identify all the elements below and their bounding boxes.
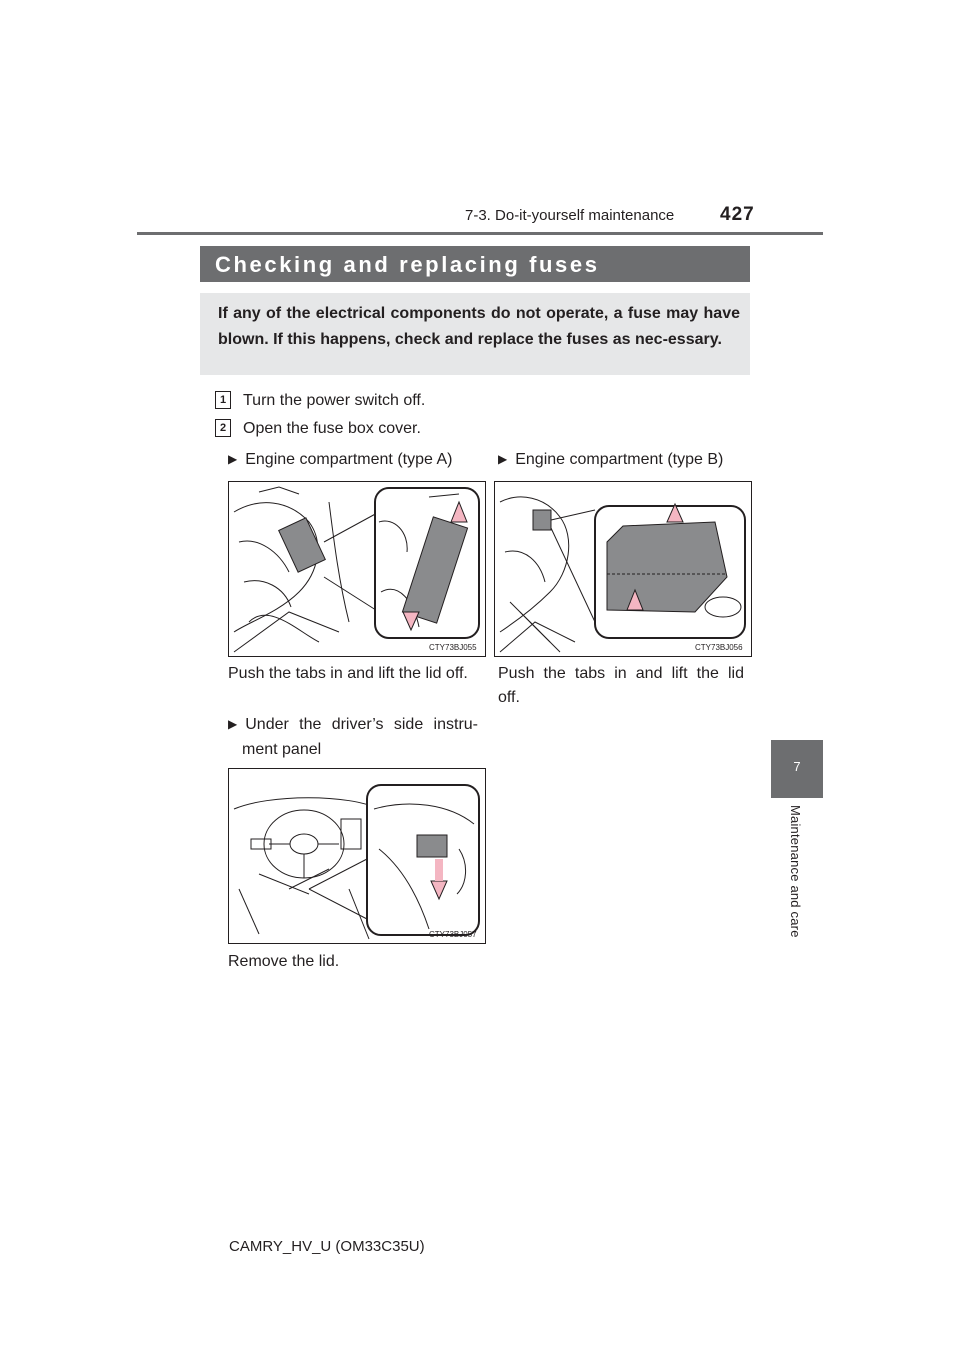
page-number: 427 [720,204,755,225]
figure-b-caption-line1: Push the tabs in and lift the lid [498,665,744,682]
figure-c-heading [228,712,478,762]
figure-c-code: CTY73BJ057 [429,930,477,939]
figure-a-illustration [228,481,486,657]
step-1-badge: 1 [215,391,231,409]
step-1-text: Turn the power switch off. [243,392,426,409]
figure-a-code: CTY73BJ055 [429,643,477,652]
engine-compartment-b-drawing [495,482,751,656]
intro-text: If any of the electrical components do not operate, a fuse may have blown. If this happens, check and replace the fuses as nec-essary. [218,305,740,348]
figure-a-heading-text: Engine compartment (type A) [245,451,453,468]
chapter-number: 7 [793,759,801,774]
step-2-badge: 2 [215,419,231,437]
figure-b-heading-text: Engine compartment (type B) [515,451,724,468]
section-header: 7-3. Do-it-yourself maintenance [465,207,675,224]
triangle-bullet-icon: ▶ [228,717,238,731]
document-footer: CAMRY_HV_U (OM33C35U) [229,1238,425,1255]
figure-c-heading-line1: Under the driver’s side instru- [245,716,478,733]
header-rule [137,232,823,235]
step-2-text: Open the fuse box cover. [243,420,421,437]
figure-b-code: CTY73BJ056 [695,643,743,652]
triangle-bullet-icon: ▶ [498,452,508,466]
chapter-label: Maintenance and care [788,805,803,938]
figure-b-caption [498,662,744,710]
page-title: Checking and replacing fuses [215,252,600,277]
figure-c-heading-line2: ment panel [242,741,322,758]
engine-compartment-a-drawing [229,482,485,656]
figure-b-caption-line2: off. [498,689,520,706]
figure-a-caption: Push the tabs in and lift the lid off. [228,665,468,682]
figure-c-illustration [228,768,486,944]
figure-b-illustration [494,481,752,657]
triangle-bullet-icon: ▶ [228,452,238,466]
figure-b-heading [498,447,723,472]
figure-a-heading [228,447,452,472]
instrument-panel-drawing [229,769,485,943]
figure-c-caption: Remove the lid. [228,953,340,970]
